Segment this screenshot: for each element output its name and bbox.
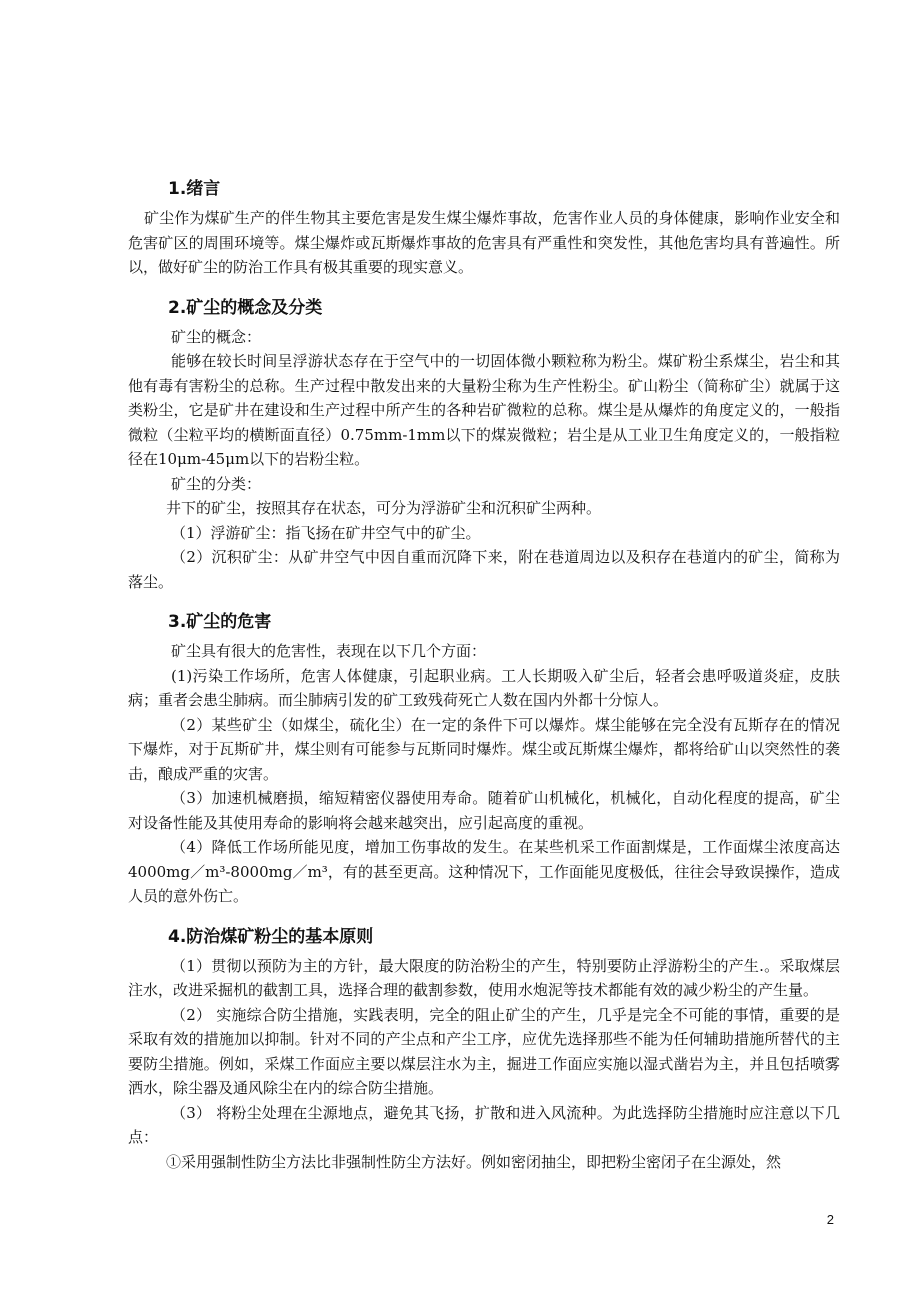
paragraph: 矿尘的概念： [171,327,262,346]
section-heading: 4.防治煤矿粉尘的基本原则 [168,926,374,947]
paragraph: 能够在较长时间呈浮游状态存在于空气中的一切固体微小颗粒称为粉尘。煤矿粉尘系煤尘，岩尘和其他有毒有害粉尘的总称。生产过程中散发出来的大量粉尘称为生产性粉尘。矿山粉尘（简称矿尘）就属于这类粉尘，它是矿井在建设和生产过程中所产生的各种岩矿微粒的总称。煤尘是从爆炸的角度定义的，一般指微粒（尘粒平均的横断面直径）0.75mm-1mm以下的煤炭微粒；岩尘是从工业卫生角度定义的，一般指粒径在10μm-45μm以下的岩粉尘粒。 [128,352,840,468]
paragraph: (1)污染工作场所，危害人体健康，引起职业病。工人长期吸入矿尘后，轻者会患呼吸道炎症，皮肤病；重者会患尘肺病。而尘肺病引发的矿工致残荷死亡人数在国内外都十分惊人。 [128,666,840,709]
page-number: 2 [826,1212,834,1227]
paragraph: 矿尘具有很大的危害性，表现在以下几个方面： [171,642,487,660]
section-heading: 2.矿尘的概念及分类 [168,297,323,318]
paragraph: （2） 实施综合防尘措施，实践表明，完全的阻止矿尘的产生，几乎是完全不可能的事情，重要的是采取有效的措施加以抑制。针对不同的产尘点和产尘工序，应优先选择那些不能为任何辅助措施所替代的主要防尘措施。例如，采煤工作面应主要以煤层注水为主，掘进工作面应实施以湿式凿岩为主，并且包括喷雾洒水，除尘器及通风除尘在内的综合防尘措施。 [128,1005,840,1097]
section-introduction [128,178,840,280]
paragraph: 矿尘作为煤矿生产的伴生物其主要危害是发生煤尘爆炸事故，危害作业人员的身体健康，影响作业安全和危害矿区的周围环境等。煤尘爆炸或瓦斯爆炸事故的危害具有严重性和突发性，其他危害均具有普遍性。所以，做好矿尘的防治工作具有极其重要的现实意义。 [128,209,840,276]
paragraph: （1）贯彻以预防为主的方针，最大限度的防治粉尘的产生，特别要防止浮游粉尘的产生.。采取煤层注水，改进采掘机的截割工具，选择合理的截割参数，使用水炮泥等技术都能有效的减少粉尘的产生量。 [128,956,840,999]
section-heading: 1.绪言 [168,179,221,199]
paragraph: （1）浮游矿尘：指飞扬在矿井空气中的矿尘。 [171,523,481,542]
section-hazards [128,611,840,909]
paragraph: （2）沉积矿尘：从矿井空气中因自重而沉降下来，附在巷道周边以及积存在巷道内的矿尘，简称为落尘。 [128,548,840,591]
paragraph: 矿尘的分类： [171,474,262,493]
paragraph: （2）某些矿尘（如煤尘，硫化尘）在一定的条件下可以爆炸。煤尘能够在完全没有瓦斯存在的情况下爆炸，对于瓦斯矿井，煤尘则有可能参与瓦斯同时爆炸。煤尘或瓦斯煤尘爆炸，都将给矿山以突然性的袭击，酿成严重的灾害。 [128,715,840,783]
paragraph: 井下的矿尘，按照其存在状态，可分为浮游矿尘和沉积矿尘两种。 [166,499,602,517]
paragraph: （3）加速机械磨损，缩短精密仪器使用寿命。随着矿山机械化，机械化，自动化程度的提高，矿尘对设备性能及其使用寿命的影响将会越来越突出，应引起高度的重视。 [128,789,840,832]
document-body [128,178,840,1191]
paragraph: ①采用强制性防尘方法比非强制性防尘方法好。例如密闭抽尘，即把粉尘密闭子在尘源处，然 [166,1152,782,1171]
section-heading: 3.矿尘的危害 [168,612,272,632]
paragraph: （4）降低工作场所能见度，增加工伤事故的发生。在某些机采工作面割煤是，工作面煤尘浓度高达4000mg／m³-8000mg／m³，有的甚至更高。这种情况下，工作面能见度极低，往往会导致误操作，造成人员的意外伤亡。 [128,838,840,905]
section-prevention-principles [128,926,840,1175]
section-concept-classification [128,297,840,595]
paragraph: （3） 将粉尘处理在尘源地点，避免其飞扬，扩散和进入风流种。为此选择防尘措施时应注意以下几点： [128,1103,840,1146]
